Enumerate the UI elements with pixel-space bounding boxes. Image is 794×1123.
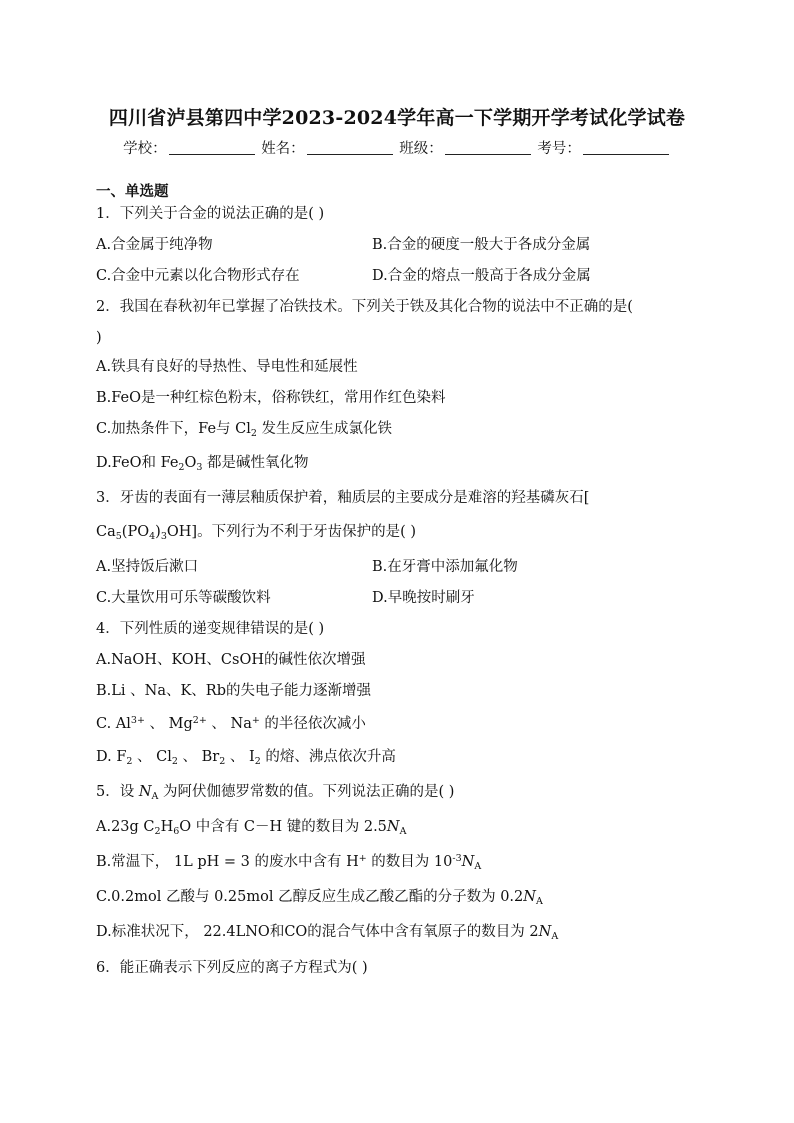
class-blank [445,140,531,155]
section-heading: 一、单选题 [96,183,169,200]
q1-option-d: D.合金的熔点一般高于各成分金属 [372,268,591,284]
q5-option-d: D.标准状况下， 22.4LNO和CO的混合气体中含有氧原子的数目为 $2N_A$ [96,924,559,942]
q2-option-c: C.加热条件下，Fe与 $Cl_2$ 发生反应生成氯化铁 [96,421,393,439]
q5-option-a: A.23g $C_2H_6O$ 中含有 C－H 键的数目为 $2.5N_A$ [96,819,407,837]
q4-option-a: A.NaOH、KOH、CsOH的碱性依次增强 [96,652,366,668]
q2-stem-end: ) [96,330,102,346]
q2-option-d: D.FeO和 $Fe_2O_3$ 都是碱性氧化物 [96,455,309,473]
q3-option-a: A.坚持饭后漱口 [96,559,199,575]
q1-option-a: A.合金属于纯净物 [96,237,213,253]
q5-option-b: B.常温下， 1L pH = 3 的废水中含有 H+ 的数目为 $10^{-3}N_A$ [96,853,482,872]
school-label: 学校： [123,141,167,157]
name-label: 姓名： [261,141,305,157]
school-blank [169,140,255,155]
q3-stem-formula: $Ca_5(PO_4)_3OH$]。下列行为不利于牙齿保护的是( ) [96,524,417,542]
q4-stem: 4．下列性质的递变规律错误的是( ) [96,621,325,637]
class-label: 班级： [399,141,443,157]
q6-stem: 6．能正确表示下列反应的离子方程式为( ) [96,960,368,976]
number-label: 考号： [537,141,581,157]
number-blank [583,140,669,155]
q3-option-b: B.在牙膏中添加氟化物 [372,559,518,575]
q3-option-c: C.大量饮用可乐等碳酸饮料 [96,590,271,606]
q5-stem: 5．设 $N_A$ 为阿伏伽德罗常数的值。下列说法正确的是( ) [96,784,455,802]
q1-option-b: B.合金的硬度一般大于各成分金属 [372,237,591,253]
q5-option-c: C.0.2mol 乙酸与 0.25mol 乙醇反应生成乙酸乙酯的分子数为 $0.2N_A$ [96,889,543,907]
q2-stem: 2．我国在春秋初年已掌握了冶铁技术。下列关于铁及其化合物的说法中不正确的是( [96,299,633,315]
name-blank [307,140,393,155]
q2-option-a: A.铁具有良好的导热性、导电性和延展性 [96,359,358,375]
q3-stem: 3．牙齿的表面有一薄层釉质保护着，釉质层的主要成分是难溶的羟基磷灰石[ [96,490,590,506]
q4-option-b: B.Li 、Na、K、Rb的失电子能力逐渐增强 [96,683,372,699]
page-title: 四川省泸县第四中学2023-2024学年高一下学期开学考试化学试卷 [108,107,686,129]
q4-option-c: C. $Al^{3+}$ 、 $Mg^{2+}$ 、 Na+ 的半径依次减小 [96,715,366,732]
q4-option-d: D. $F_2$ 、 $Cl_2$ 、 $Br_2$ 、 $I_2$ 的熔、沸点依次升高 [96,749,396,767]
q1-option-c: C.合金中元素以化合物形式存在 [96,268,300,284]
q3-option-d: D.早晚按时刷牙 [372,590,475,606]
q1-stem: 1．下列关于合金的说法正确的是( ) [96,206,325,222]
q2-option-b: B.FeO是一种红棕色粉末，俗称铁红，常用作红色染料 [96,390,446,406]
student-info-line [0,137,794,158]
